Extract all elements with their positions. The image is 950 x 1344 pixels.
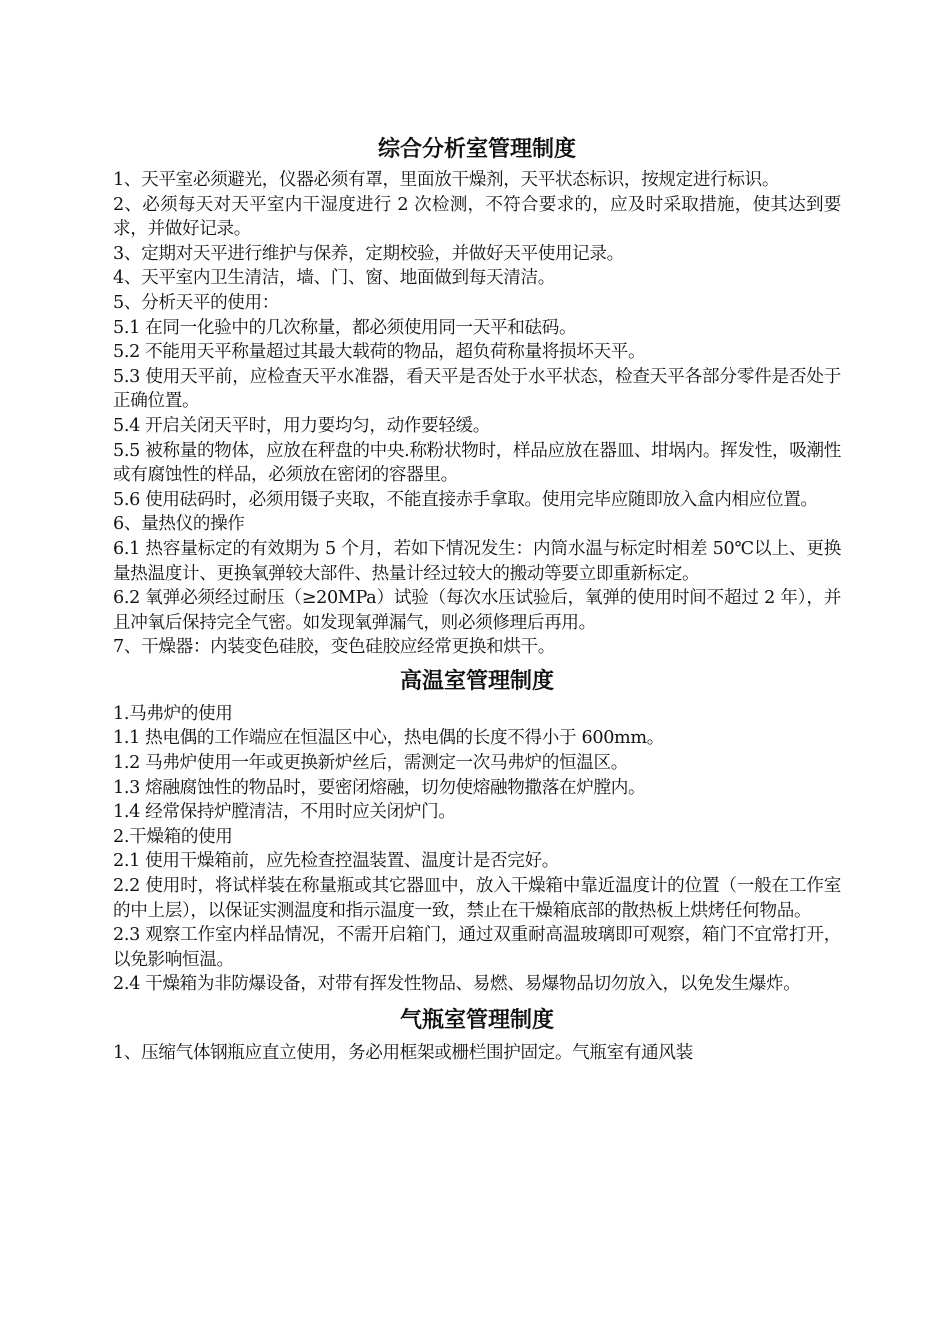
paragraph: 5.3 使用天平前，应检查天平水准器，看天平是否处于水平状态，检查天平各部分零件是否处于正确位置。: [113, 366, 841, 412]
paragraph: 2.干燥箱的使用: [113, 826, 233, 847]
section-title-high-temp-room: 高温室管理制度: [399, 667, 554, 694]
paragraph: 1.3 熔融腐蚀性的物品时，要密闭熔融，切勿使熔融物撒落在炉膛内。: [113, 777, 646, 798]
paragraph: 2.3 观察工作室内样品情况，不需开启箱门，通过双重耐高温玻璃即可观察，箱门不宜常打开，以免影响恒温。: [113, 925, 841, 970]
paragraph: 1.4 经常保持炉膛清洁，不用时应关闭炉门。: [113, 802, 456, 823]
paragraph: 6.1 热容量标定的有效期为 5 个月，若如下情况发生：内筒水温与标定时相差 50℃以上、更换量热温度计、更换氧弹较大部件、热量计经过较大的搬动等要立即重新标定。: [113, 538, 841, 584]
paragraph: 1.2 马弗炉使用一年或更换新炉丝后，需测定一次马弗炉的恒温区。: [113, 753, 629, 774]
paragraph: 5.5 被称量的物体，应放在秤盘的中央.称粉状物时，样品应放在器皿、坩埚内。挥发性，吸潮性或有腐蚀性的样品，必须放在密闭的容器里。: [113, 440, 841, 486]
paragraph: 5.1 在同一化验中的几次称量，都必须使用同一天平和砝码。: [113, 317, 577, 338]
paragraph: 7、干燥器：内装变色硅胶，变色硅胶应经常更换和烘干。: [113, 637, 555, 658]
section-gas-cylinder-room: [113, 1041, 841, 1066]
paragraph: 6.2 氧弹必须经过耐压（≥20MPa）试验（每次水压试验后，氧弹的使用时间不超过 2 年），并且冲氧后保持完全气密。如发现氧弹漏气，则必须修理后再用。: [113, 588, 841, 633]
paragraph: 1、压缩气体钢瓶应直立使用，务必用框架或栅栏围护固定。气瓶室有通风装: [113, 1043, 693, 1063]
section-title-gas-cylinder-room: 气瓶室管理制度: [399, 1007, 554, 1033]
paragraph: 2.4 干燥箱为非防爆设备，对带有挥发性物品、易燃、易爆物品切勿放入，以免发生爆炸。: [113, 974, 801, 995]
paragraph: 6、量热仪的操作: [113, 514, 245, 535]
document-page: [113, 118, 841, 1066]
paragraph: 2.2 使用时，将试样装在称量瓶或其它器皿中，放入干燥箱中靠近温度计的位置（一般在工作室的中上层），以保证实测温度和指示温度一致，禁止在干燥箱底部的散热板上烘烤任何物品。: [113, 876, 841, 921]
paragraph: 3、定期对天平进行维护与保养，定期校验，并做好天平使用记录。: [113, 243, 624, 264]
section-analysis-room: [113, 168, 841, 660]
paragraph: 1.1 热电偶的工作端应在恒温区中心，热电偶的长度不得小于 600mm。: [113, 728, 664, 749]
section-high-temp-room: [113, 702, 841, 997]
paragraph: 1、天平室必须避光，仪器必须有罩，里面放干燥剂，天平状态标识，按规定进行标识。: [113, 170, 780, 190]
paragraph: 5.4 开启关闭天平时，用力要均匀，动作要轻缓。: [113, 415, 491, 436]
paragraph: 2.1 使用干燥箱前，应先检查控温装置、温度计是否完好。: [113, 851, 560, 872]
paragraph: 5、分析天平的使用：: [113, 292, 280, 313]
paragraph: 5.6 使用砝码时，必须用镊子夹取，不能直接赤手拿取。使用完毕应随即放入盒内相应位置。: [113, 489, 818, 510]
paragraph: 4、天平室内卫生清洁，墙、门、窗、地面做到每天清洁。: [113, 268, 555, 289]
paragraph: 2、必须每天对天平室内干湿度进行 2 次检测，不符合要求的，应及时采取措施，使其达到要求，并做好记录。: [113, 194, 841, 240]
section-title-analysis-room: 综合分析室管理制度: [377, 136, 576, 162]
paragraph: 5.2 不能用天平称量超过其最大载荷的物品，超负荷称量将损坏天平。: [113, 342, 646, 363]
paragraph: 1.马弗炉的使用: [113, 703, 233, 724]
